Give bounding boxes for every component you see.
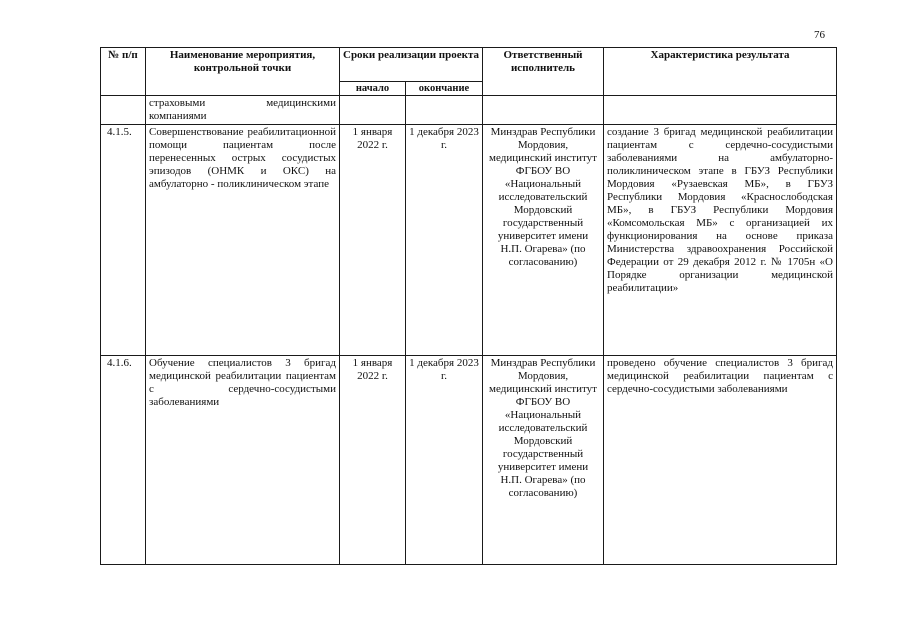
row-num: 4.1.6. <box>101 356 146 565</box>
header-result: Характеристика результата <box>604 48 837 96</box>
table-row <box>101 96 837 125</box>
row-end: 1 декабря 2023 г. <box>406 125 483 356</box>
row-num: 4.1.5. <box>101 125 146 356</box>
header-timing: Сроки реализации проекта <box>340 48 483 82</box>
header-start: начало <box>340 82 406 96</box>
row-start <box>340 96 406 125</box>
table-row <box>101 125 837 356</box>
row-name: страховыми медицинскими компаниями <box>146 96 340 125</box>
row-responsible: Минздрав Республики Мордовия, медицинский институт ФГБОУ ВО «Национальный исследовательский Мордовский государственный университет имени Н.П. Огарева» (по согласованию) <box>483 356 604 565</box>
row-result <box>604 96 837 125</box>
page-number: 76 <box>814 29 825 41</box>
header-responsible: Ответственный исполнитель <box>483 48 604 96</box>
row-start: 1 января 2022 г. <box>340 356 406 565</box>
table-row <box>101 356 837 565</box>
row-responsible <box>483 96 604 125</box>
row-end <box>406 96 483 125</box>
row-end: 1 декабря 2023 г. <box>406 356 483 565</box>
row-name: Обучение специалистов 3 бригад медицинской реабилитации пациентам с сердечно-сосудистыми заболеваниями <box>146 356 340 565</box>
header-end: окончание <box>406 82 483 96</box>
row-name: Совершенствование реабилитационной помощи пациентам после перенесенных острых сосудистых эпизодов (ОНМК и ОКС) на амбулаторно - поликлиническом этапе <box>146 125 340 356</box>
row-num <box>101 96 146 125</box>
row-result: создание 3 бригад медицинской реабилитации пациентам с сердечно-сосудистыми заболеваниями на амбулаторно-поликлиническом этапе в ГБУЗ Республики Мордовия «Рузаевская МБ», в ГБУЗ Республики Мордовия «Краснослободская МБ», в ГБУЗ Республики Мордовия «Комсомольская МБ» с организацией их функционирования на основе приказа Министерства здравоохранения Российской Федерации от 29 декабря 2012 г. № 1705н «О Порядке организации медицинской реабилитации» <box>604 125 837 356</box>
header-name: Наименование мероприятия, контрольной точки <box>146 48 340 96</box>
project-plan-table <box>100 47 837 565</box>
row-result: проведено обучение специалистов 3 бригад медицинской реабилитации пациентам с сердечно-сосудистыми заболеваниями <box>604 356 837 565</box>
row-start: 1 января 2022 г. <box>340 125 406 356</box>
row-responsible: Минздрав Республики Мордовия, медицинский институт ФГБОУ ВО «Национальный исследовательский Мордовский государственный университет имени Н.П. Огарева» (по согласованию) <box>483 125 604 356</box>
header-num: № п/п <box>101 48 146 96</box>
